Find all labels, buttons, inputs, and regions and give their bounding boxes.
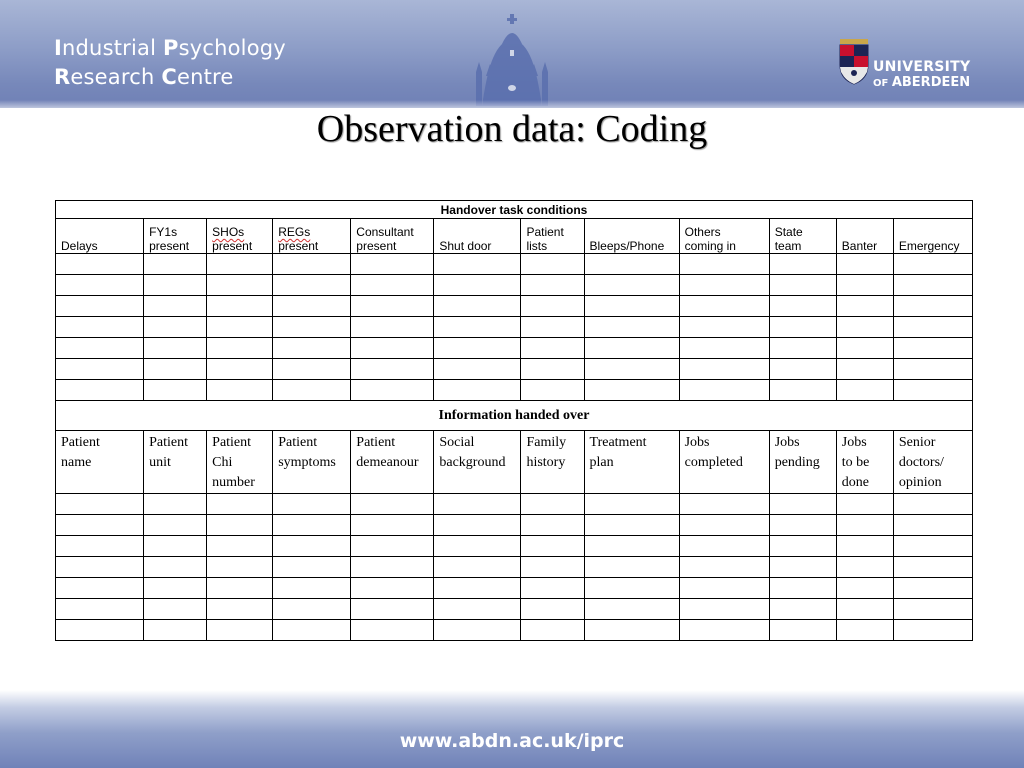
- column-header-bleeps-phone: Bleeps/Phone: [584, 219, 679, 254]
- section-header-row: [56, 201, 973, 219]
- column-header-family-history: Family history: [521, 431, 584, 494]
- column-header-regs-present: REGs present: [273, 219, 351, 254]
- column-header-delays: Delays: [56, 219, 144, 254]
- column-header-patient-chi-number: Patient Chi number: [207, 431, 273, 494]
- column-header-senior-doctors-opinion: Senior doctors/ opinion: [893, 431, 972, 494]
- kings-college-crown-icon: [472, 14, 552, 106]
- table-row: [56, 254, 973, 275]
- column-header-others-coming-in: Others coming in: [679, 219, 769, 254]
- table-row: [56, 296, 973, 317]
- table-row: [56, 359, 973, 380]
- university-crest-icon: [838, 39, 870, 85]
- column-header-banter: Banter: [836, 219, 893, 254]
- header-band: [0, 0, 1024, 108]
- column-header-shut-door: Shut door: [434, 219, 521, 254]
- column-header-patient-symptoms: Patient symptoms: [273, 431, 351, 494]
- column-header-social-background: Social background: [434, 431, 521, 494]
- column-header-patient-lists: Patient lists: [521, 219, 584, 254]
- slide-title: Observation data: Coding: [316, 108, 708, 150]
- column-header-fy1s-present: FY1s present: [144, 219, 207, 254]
- column-header-jobs-completed: Jobs completed: [679, 431, 769, 494]
- section-title-information-handed-over: Information handed over: [56, 401, 973, 431]
- table-row: [56, 536, 973, 557]
- iprc-logo: [54, 34, 286, 92]
- table-row: [56, 494, 973, 515]
- column-header-consultant-present: Consultant present: [351, 219, 434, 254]
- column-header-treatment-plan: Treatment plan: [584, 431, 679, 494]
- table-row: [56, 380, 973, 401]
- section-title-handover-task-conditions: Handover task conditions: [56, 201, 973, 219]
- column-header-patient-demeanour: Patient demeanour: [351, 431, 434, 494]
- section-header-row: [56, 401, 973, 431]
- footer-band: [0, 690, 1024, 768]
- column-header-state-team: State team: [769, 219, 836, 254]
- footer-url-link[interactable]: www.abdn.ac.uk/iprc: [399, 730, 625, 752]
- table-row: [56, 578, 973, 599]
- column-header-patient-name: Patient name: [56, 431, 144, 494]
- column-header-jobs-pending: Jobs pending: [769, 431, 836, 494]
- table-row: [56, 317, 973, 338]
- column-header-row: [56, 431, 973, 494]
- table-row: [56, 275, 973, 296]
- table-row: [56, 599, 973, 620]
- table-row: [56, 515, 973, 536]
- iprc-logo-line-2: Research Centre: [54, 65, 234, 89]
- university-name: UNIVERSITY OF ABERDEEN: [873, 59, 971, 90]
- table-row: [56, 620, 973, 641]
- university-of-aberdeen-logo: [838, 39, 978, 91]
- iprc-logo-line-1: Industrial Psychology: [54, 36, 286, 60]
- column-header-row: [56, 219, 973, 254]
- column-header-jobs-to-be-done: Jobs to be done: [836, 431, 893, 494]
- observation-coding-sheet: [55, 200, 973, 641]
- table-row: [56, 338, 973, 359]
- column-header-emergency: Emergency: [893, 219, 972, 254]
- column-header-patient-unit: Patient unit: [144, 431, 207, 494]
- column-header-shos-present: SHOs present: [207, 219, 273, 254]
- table-row: [56, 557, 973, 578]
